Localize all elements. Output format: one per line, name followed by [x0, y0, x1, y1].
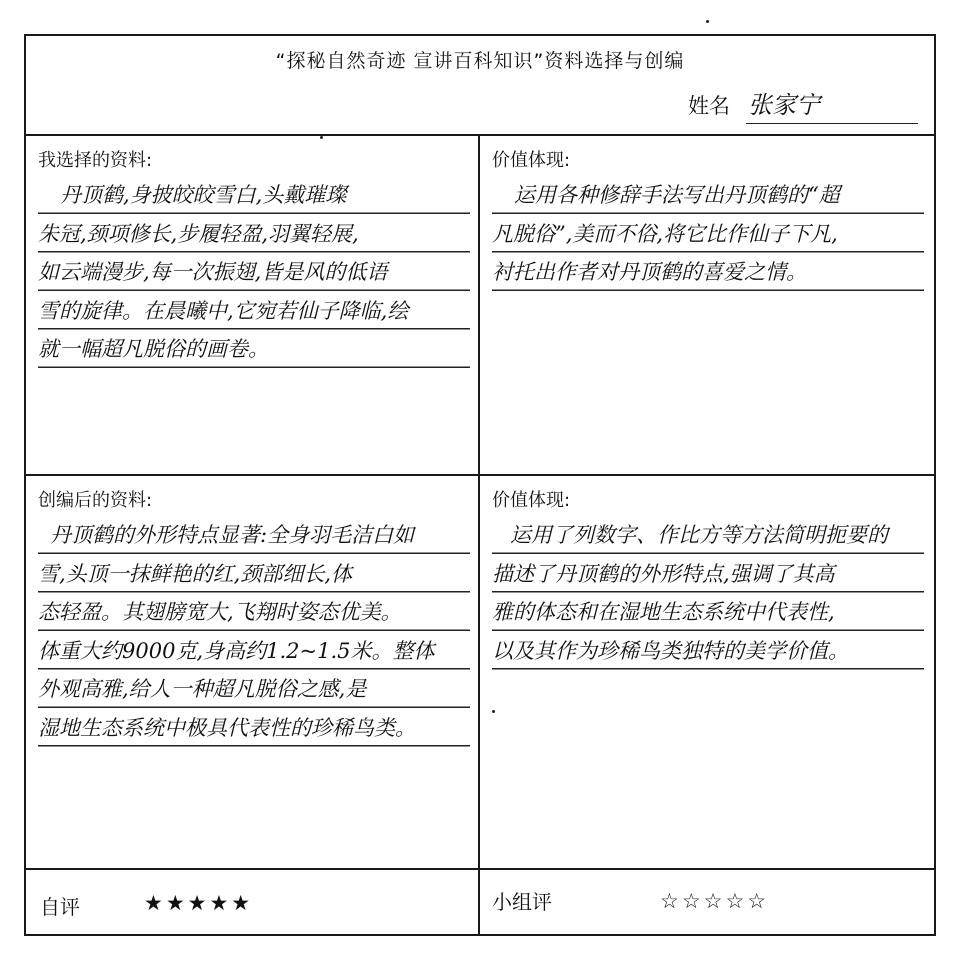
value-text-bottom — [492, 516, 924, 670]
handwritten-line: 外观高雅,给人一种超凡脱俗之感,是 — [38, 677, 367, 701]
handwritten-line: 雪的旋律。在晨曦中,它宛若仙子降临,绘 — [38, 298, 409, 323]
group-eval-stars: ☆☆☆☆☆ — [660, 889, 770, 913]
ink-dot — [492, 710, 495, 713]
name-underline — [746, 123, 918, 124]
value-cell-top — [492, 146, 924, 292]
handwritten-line: 就一幅超凡脱俗的画卷。 — [38, 337, 269, 361]
divider-header — [26, 134, 934, 136]
worksheet — [24, 34, 936, 936]
worksheet-title: “探秘自然奇迹 宣讲百科知识”资料选择与创编 — [275, 50, 685, 72]
handwritten-line: 运用了列数字、作比方等方法简明扼要的 — [510, 523, 888, 547]
ink-dot — [320, 136, 323, 139]
value-cell-bottom — [492, 486, 924, 670]
value-heading-top: 价值体现: — [492, 150, 571, 171]
ink-dot — [706, 20, 709, 23]
divider-middle — [26, 474, 934, 476]
handwritten-line: 雪,头顶一抹鲜艳的红,颈部细长,体 — [38, 561, 353, 586]
edited-material-text — [38, 516, 470, 747]
handwritten-line: 朱冠,颈项修长,步履轻盈,羽翼轻展, — [38, 221, 359, 246]
handwritten-line: 运用各种修辞手法写出丹顶鹤的“超 — [514, 183, 840, 207]
selected-material-heading: 我选择的资料: — [38, 150, 153, 171]
divider-vertical — [478, 134, 480, 934]
self-eval-label: 自评 — [40, 895, 80, 919]
handwritten-line: 湿地生态系统中极具代表性的珍稀鸟类。 — [38, 715, 416, 740]
handwritten-line: 丹顶鹤,身披皎皎雪白,头戴璀璨 — [60, 183, 347, 207]
selected-material-cell — [38, 146, 470, 369]
self-eval-stars: ★★★★★ — [144, 891, 254, 915]
value-text-top — [492, 176, 924, 292]
name-value: 张家宁 — [748, 91, 820, 119]
handwritten-line: 如云端漫步,每一次振翅,皆是风的低语 — [38, 260, 388, 284]
handwritten-line: 态轻盈。其翅膀宽大,飞翔时姿态优美。 — [38, 600, 402, 624]
handwritten-line: 丹顶鹤的外形特点显著:全身羽毛洁白如 — [50, 523, 415, 547]
selected-material-text — [38, 176, 470, 369]
handwritten-line: 衬托出作者对丹顶鹤的喜爱之情。 — [492, 260, 807, 284]
handwritten-line: 体重大约9000克,身高约1.2~1.5米。整体 — [38, 638, 435, 663]
handwritten-line: 以及其作为珍稀鸟类独特的美学价值。 — [492, 638, 849, 663]
edited-material-cell — [38, 486, 470, 747]
group-eval-label: 小组评 — [492, 890, 552, 914]
divider-rating — [26, 868, 934, 870]
handwritten-line: 雅的体态和在湿地生态系统中代表性, — [492, 600, 835, 624]
name-label: 姓名 — [688, 94, 730, 118]
handwritten-line: 描述了丹顶鹤的外形特点,强调了其高 — [492, 561, 835, 586]
name-field — [688, 90, 918, 124]
value-heading-bottom: 价值体现: — [492, 490, 571, 511]
handwritten-line: 凡脱俗”,美而不俗,将它比作仙子下凡, — [492, 221, 838, 246]
edited-material-heading: 创编后的资料: — [38, 490, 153, 511]
